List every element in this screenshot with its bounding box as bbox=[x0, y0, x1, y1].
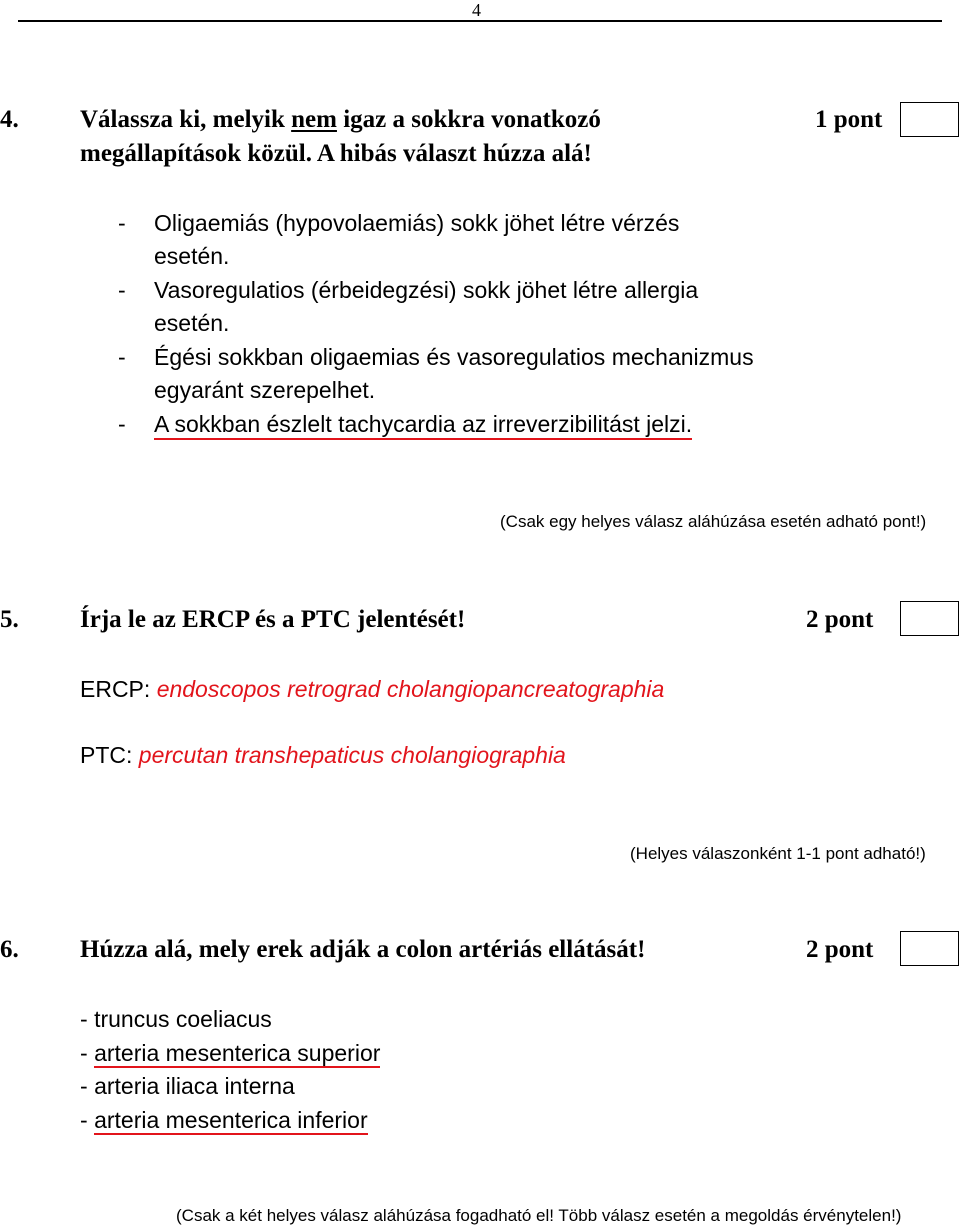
q6-opt1 bbox=[80, 1006, 272, 1033]
q4-opt1-line2: esetén. bbox=[154, 243, 230, 269]
q6-opt3 bbox=[80, 1073, 295, 1100]
page-number: 4 bbox=[472, 0, 481, 20]
q4-opt4-dash: - bbox=[118, 411, 126, 437]
q4-opt3-dash: - bbox=[118, 344, 126, 370]
q4-opt3-line1: Égési sokkban oligaemias és vasoregulatios mechanizmus bbox=[154, 344, 754, 370]
q6-note: (Csak a két helyes válasz aláhúzása fogadható el! Több válasz esetén a megoldás érvénytelen!) bbox=[176, 1206, 902, 1225]
q4-number: 4. bbox=[0, 106, 19, 133]
q6-points: 2 pont bbox=[806, 936, 874, 963]
q5-points: 2 pont bbox=[806, 606, 874, 633]
q5-answer-ptc bbox=[80, 742, 566, 769]
q6-opt4 bbox=[80, 1107, 368, 1134]
q6-score-box[interactable] bbox=[900, 931, 959, 966]
q4-opt2-line1: Vasoregulatios (érbeidegzési) sokk jöhet létre allergia bbox=[154, 277, 699, 303]
q5-answer-ercp bbox=[80, 676, 664, 703]
q6-opt2-dash: - bbox=[80, 1040, 95, 1066]
q6-opt3-dash: - bbox=[80, 1073, 95, 1099]
q4-points: 1 pont bbox=[815, 106, 883, 133]
q6-title: Húzza alá, mely erek adják a colon artériás ellátását! bbox=[80, 936, 646, 963]
q4-title-line2: megállapítások közül. A hibás választ húzza alá! bbox=[80, 140, 592, 167]
q5-score-box[interactable] bbox=[900, 601, 959, 636]
q6-opt2 bbox=[80, 1040, 380, 1067]
q6-opt1-text: truncus coeliacus bbox=[94, 1006, 272, 1032]
header-rule bbox=[18, 20, 942, 22]
q4-title-pre: Válassza ki, melyik bbox=[80, 106, 292, 133]
q4-opt2-line2: esetén. bbox=[154, 310, 230, 336]
q6-number: 6. bbox=[0, 936, 19, 963]
q4-opt1-dash: - bbox=[118, 210, 126, 236]
q4-title-emph: nem bbox=[291, 106, 337, 133]
q6-opt1-dash: - bbox=[80, 1006, 95, 1032]
q5-ercp-label: ERCP: bbox=[80, 676, 157, 702]
q6-opt3-text: arteria iliaca interna bbox=[94, 1073, 295, 1099]
q5-ercp-value: endoscopos retrograd cholangiopancreatographia bbox=[156, 676, 665, 702]
q5-number: 5. bbox=[0, 606, 19, 633]
q4-opt4-answer: A sokkban észlelt tachycardia az irreverzibilitást jelzi. bbox=[154, 411, 692, 440]
q4-title-post: igaz a sokkra vonatkozó bbox=[336, 106, 601, 133]
q4-opt2-dash: - bbox=[118, 277, 126, 303]
q6-opt4-dash: - bbox=[80, 1107, 95, 1133]
q4-title-line1 bbox=[80, 106, 601, 134]
q4-note: (Csak egy helyes válasz aláhúzása esetén adható pont!) bbox=[500, 512, 927, 531]
q5-title: Írja le az ERCP és a PTC jelentését! bbox=[80, 606, 466, 633]
q5-ptc-label: PTC: bbox=[80, 742, 139, 768]
q6-opt4-text: arteria mesenterica inferior bbox=[94, 1107, 368, 1133]
q6-opt2-text: arteria mesenterica superior bbox=[94, 1040, 381, 1066]
q4-score-box[interactable] bbox=[900, 102, 959, 137]
q4-opt3-line2: egyaránt szerepelhet. bbox=[154, 377, 376, 403]
q5-note: (Helyes válaszonként 1-1 pont adható!) bbox=[630, 844, 926, 863]
q5-ptc-value: percutan transhepaticus cholangiographia bbox=[138, 742, 566, 768]
q4-opt1-line1: Oligaemiás (hypovolaemiás) sokk jöhet létre vérzés bbox=[154, 210, 680, 236]
